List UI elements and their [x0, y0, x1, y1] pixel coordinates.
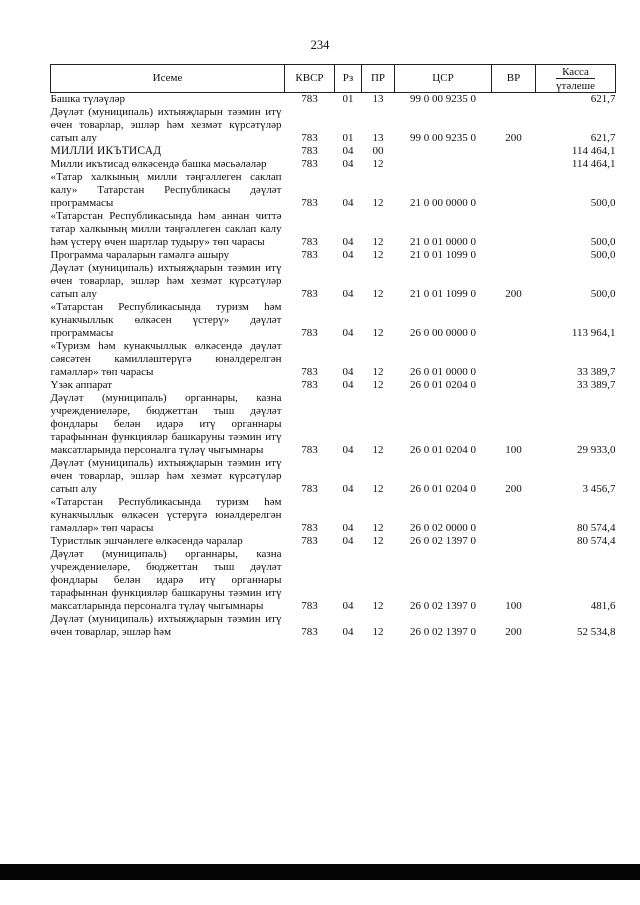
header-name: Исеме [51, 65, 285, 93]
row-kvsr: 783 [301, 158, 318, 170]
row-kvsr: 783 [301, 522, 318, 534]
header-rz: Рз [335, 65, 362, 93]
row-name: «Татар халкының милли тәңгәллеген саклап калу» Татарстан Республикасы дәүләт программасы [50, 171, 282, 209]
row-vr [492, 249, 536, 262]
table-row [51, 548, 616, 613]
row-amount: 500,0 [590, 249, 616, 261]
header-kvsr: КВСР [285, 65, 335, 93]
table-body [51, 93, 616, 640]
row-csr: 26 0 02 1397 0 [410, 626, 476, 638]
row-name: Дәүләт (муниципаль) органнары, казна учреждениеләре, бюджеттан тыш дәүләт фондлары белән идарә итү органнары тарафыннан функцияләр башкаруны тәэмин итү максатларында персоналга түләү чыгымнары [50, 392, 282, 456]
row-rz: 04 [342, 600, 354, 612]
row-name: Үзәк аппарат [50, 379, 113, 391]
row-name: «Татарстан Республикасында туризм һәм кунакчыллык өлкәсен үстерүгә юнәлдерелгән гамәлләр» төп чарасы [50, 496, 282, 534]
row-amount: 500,0 [590, 236, 616, 248]
row-csr: 21 0 01 1099 0 [410, 288, 476, 300]
row-kvsr: 783 [301, 626, 318, 638]
row-kvsr: 783 [301, 93, 318, 105]
row-vr [492, 210, 536, 249]
row-rz: 04 [342, 158, 354, 170]
table-row [51, 613, 616, 639]
row-pr: 12 [372, 366, 384, 378]
table-row [51, 379, 616, 392]
row-csr: 26 0 01 0204 0 [410, 379, 476, 391]
row-amount: 80 574,4 [577, 535, 616, 547]
row-rz: 04 [342, 236, 354, 248]
row-csr: 26 0 01 0204 0 [410, 444, 476, 456]
row-pr: 13 [372, 132, 384, 144]
row-amount: 114 464,1 [571, 158, 616, 170]
table-row [51, 249, 616, 262]
row-name: «Татарстан Республикасында туризм һәм кунакчыллык өлкәсен үстерү» дәүләт программасы [50, 301, 282, 339]
row-rz: 04 [342, 366, 354, 378]
row-vr: 200 [505, 132, 522, 144]
row-vr [492, 301, 536, 340]
row-csr: 99 0 00 9235 0 [410, 132, 476, 144]
table-row [51, 106, 616, 145]
row-rz: 04 [342, 626, 354, 638]
row-pr: 00 [372, 145, 384, 157]
table-header [51, 65, 616, 93]
row-csr: 21 0 01 0000 0 [410, 236, 476, 248]
table-row [51, 496, 616, 535]
row-name: Милли икътисад өлкәсендә башка мәсьәләләр [50, 158, 267, 170]
row-rz: 04 [342, 197, 354, 209]
row-name: Дәүләт (муниципаль) ихтыяҗларын тәэмин итү өчен товарлар, эшләр һәм хезмәт күрсәтүләр сатып алу [50, 457, 282, 495]
row-pr: 12 [372, 197, 384, 209]
header-csr: ЦСР [395, 65, 492, 93]
table-row [51, 262, 616, 301]
table-row [51, 457, 616, 496]
row-pr: 12 [372, 158, 384, 170]
table-row [51, 210, 616, 249]
row-rz: 04 [342, 444, 354, 456]
scan-bottom-edge [0, 864, 640, 880]
row-rz: 04 [342, 288, 354, 300]
row-vr [492, 158, 536, 171]
row-kvsr: 783 [301, 379, 318, 391]
row-vr [492, 535, 536, 548]
row-name: МИЛЛИ ИКЪТИСАД [50, 145, 162, 157]
row-kvsr: 783 [301, 132, 318, 144]
row-pr: 12 [372, 327, 384, 339]
row-vr: 100 [505, 444, 522, 456]
row-rz: 04 [342, 483, 354, 495]
row-vr [492, 171, 536, 210]
row-vr [492, 340, 536, 379]
page-number: 234 [310, 38, 330, 52]
row-vr [492, 93, 536, 107]
row-csr: 26 0 01 0204 0 [410, 483, 476, 495]
row-kvsr: 783 [301, 327, 318, 339]
row-kvsr: 783 [301, 483, 318, 495]
row-rz: 01 [342, 132, 354, 144]
row-amount: 33 389,7 [577, 379, 616, 391]
header-kassa-line1: Касса [562, 65, 589, 78]
row-name: «Туризм һәм кунакчыллык өлкәсендә дәүләт сәясәтен камилләштерүгә юнәлдерелгән гамәлләр» төп чарасы [50, 340, 282, 378]
table-row [51, 93, 616, 107]
row-pr: 12 [372, 626, 384, 638]
row-rz: 04 [342, 145, 354, 157]
table-row [51, 145, 616, 158]
row-csr: 26 0 02 1397 0 [410, 600, 476, 612]
row-vr [492, 145, 536, 158]
row-amount: 3 456,7 [582, 483, 616, 495]
row-name: Дәүләт (муниципаль) ихтыяҗларын тәэмин итү өчен товарлар, эшләр һәм [50, 613, 282, 638]
row-name: «Татарстан Республикасында һәм аннан читтә татар халкының милли тәңгәллеген саклап калу һәм үстерү өчен шартлар тудыру» төп чарасы [50, 210, 282, 248]
row-pr: 12 [372, 535, 384, 547]
row-kvsr: 783 [301, 249, 318, 261]
row-pr: 12 [372, 522, 384, 534]
table-row [51, 340, 616, 379]
row-pr: 12 [372, 236, 384, 248]
row-rz: 04 [342, 522, 354, 534]
row-pr: 12 [372, 249, 384, 261]
row-amount: 500,0 [590, 197, 616, 209]
row-name: Дәүләт (муниципаль) ихтыяҗларын тәэмин итү өчен товарлар, эшләр һәм хезмәт күрсәтүләр сатып алу [50, 106, 282, 144]
header-vr: ВР [492, 65, 536, 93]
row-amount: 481,6 [590, 600, 616, 612]
row-csr: 26 0 02 0000 0 [410, 522, 476, 534]
row-csr: 26 0 00 0000 0 [410, 327, 476, 339]
row-amount: 621,7 [590, 93, 616, 105]
row-pr: 12 [372, 444, 384, 456]
row-amount: 29 933,0 [577, 444, 616, 456]
row-csr: 26 0 01 0000 0 [410, 366, 476, 378]
row-amount: 33 389,7 [577, 366, 616, 378]
row-rz: 04 [342, 249, 354, 261]
row-rz: 01 [342, 93, 354, 105]
table-row [51, 535, 616, 548]
row-kvsr: 783 [301, 197, 318, 209]
row-amount: 114 464,1 [571, 145, 616, 157]
row-name: Туристлык эшчәнлеге өлкәсендә чаралар [50, 535, 243, 547]
row-kvsr: 783 [301, 535, 318, 547]
row-name: Башка түләүләр [50, 93, 126, 105]
row-csr: 21 0 01 1099 0 [410, 249, 476, 261]
row-vr: 100 [505, 600, 522, 612]
row-name: Дәүләт (муниципаль) ихтыяҗларын тәэмин итү өчен товарлар, эшләр һәм хезмәт күрсәтүләр сатып алу [50, 262, 282, 300]
row-kvsr: 783 [301, 145, 318, 157]
budget-table [50, 64, 616, 639]
row-kvsr: 783 [301, 600, 318, 612]
table-row [51, 392, 616, 457]
row-csr [395, 158, 492, 171]
row-kvsr: 783 [301, 366, 318, 378]
table-row [51, 301, 616, 340]
row-amount: 621,7 [590, 132, 616, 144]
row-vr [492, 496, 536, 535]
row-csr: 99 0 00 9235 0 [410, 93, 476, 105]
row-vr: 200 [505, 626, 522, 638]
row-pr: 12 [372, 288, 384, 300]
table-row [51, 158, 616, 171]
row-vr: 200 [505, 483, 522, 495]
row-kvsr: 783 [301, 288, 318, 300]
row-kvsr: 783 [301, 444, 318, 456]
header-pr: ПР [362, 65, 395, 93]
table-row [51, 171, 616, 210]
row-amount: 500,0 [590, 288, 616, 300]
row-pr: 13 [372, 93, 384, 105]
row-vr: 200 [505, 288, 522, 300]
row-amount: 52 534,8 [577, 626, 616, 638]
header-kassa [536, 65, 616, 93]
row-amount: 113 964,1 [571, 327, 616, 339]
row-name: Дәүләт (муниципаль) органнары, казна учреждениеләре, бюджеттан тыш дәүләт фондлары белән идарә итү органнары тарафыннан функцияләр башкаруны тәэмин итү максатларында персоналга түләү чыгымнары [50, 548, 282, 612]
row-csr: 26 0 02 1397 0 [410, 535, 476, 547]
row-csr: 21 0 00 0000 0 [410, 197, 476, 209]
row-pr: 12 [372, 600, 384, 612]
row-pr: 12 [372, 379, 384, 391]
row-rz: 04 [342, 327, 354, 339]
row-pr: 12 [372, 483, 384, 495]
header-kassa-line2: үтәлеше [556, 79, 595, 92]
row-vr [492, 379, 536, 392]
row-kvsr: 783 [301, 236, 318, 248]
row-rz: 04 [342, 535, 354, 547]
row-rz: 04 [342, 379, 354, 391]
row-csr [395, 145, 492, 158]
row-name: Программа чараларын гамәлгә ашыру [50, 249, 230, 261]
row-amount: 80 574,4 [577, 522, 616, 534]
